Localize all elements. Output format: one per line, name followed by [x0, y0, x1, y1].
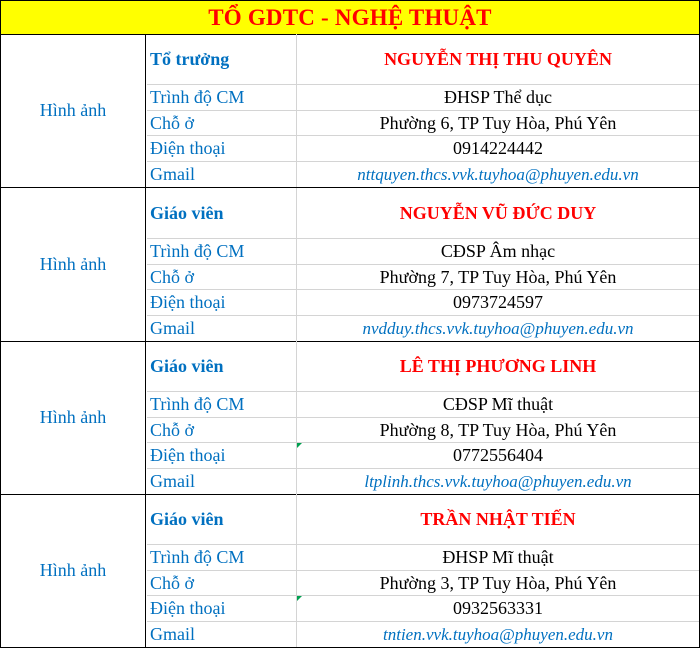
address-label: Chỗ ở — [150, 419, 195, 440]
photo-placeholder: Hình ảnh — [1, 34, 146, 187]
sheet-title: TỔ GDTC - NGHỆ THUẬT — [0, 0, 700, 35]
degree-value: ĐHSP Mĩ thuật — [442, 547, 554, 567]
degree-label: Trình độ CM — [150, 241, 245, 261]
member-block — [0, 188, 700, 342]
email-link[interactable]: ltplinh.thcs.vvk.tuyhoa@phuyen.edu.vn — [364, 471, 632, 491]
address-row — [147, 265, 699, 290]
email-row — [147, 469, 699, 494]
address-value: Phường 3, TP Tuy Hòa, Phú Yên — [379, 572, 617, 593]
photo-placeholder: Hình ảnh — [1, 341, 146, 494]
member-block — [0, 34, 700, 188]
degree-value: ĐHSP Thể dục — [444, 87, 552, 107]
phone-value: 0914224442 — [453, 138, 543, 158]
role-row — [147, 494, 699, 545]
member-block — [0, 341, 700, 495]
photo-placeholder: Hình ảnh — [1, 494, 146, 647]
degree-value: CĐSP Mĩ thuật — [442, 394, 554, 414]
role-label: Giáo viên — [150, 355, 224, 376]
address-row — [147, 571, 699, 596]
degree-label: Trình độ CM — [150, 547, 245, 567]
phone-row — [147, 290, 699, 316]
email-link[interactable]: nvdduy.thcs.vvk.tuyhoa@phuyen.edu.vn — [362, 318, 634, 338]
role-row — [147, 341, 699, 392]
phone-label: Điện thoại — [150, 292, 226, 312]
member-block — [0, 494, 700, 648]
degree-row — [147, 239, 699, 265]
role-label: Giáo viên — [150, 508, 224, 529]
address-value: Phường 8, TP Tuy Hòa, Phú Yên — [379, 419, 617, 440]
email-label: Gmail — [150, 164, 195, 184]
email-label: Gmail — [150, 318, 195, 338]
role-label: Tổ trưởng — [150, 48, 230, 69]
phone-row — [147, 596, 699, 622]
address-label: Chỗ ở — [150, 266, 195, 287]
member-name: NGUYỄN THỊ THU QUYÊN — [384, 48, 612, 69]
degree-row — [147, 545, 699, 571]
address-row — [147, 418, 699, 443]
role-row — [147, 34, 699, 85]
member-name: LÊ THỊ PHƯƠNG LINH — [399, 355, 597, 376]
address-row — [147, 111, 699, 136]
address-label: Chỗ ở — [150, 112, 195, 133]
phone-row — [147, 443, 699, 469]
email-row — [147, 622, 699, 647]
degree-row — [147, 85, 699, 111]
role-row — [147, 188, 699, 239]
address-value: Phường 7, TP Tuy Hòa, Phú Yên — [379, 266, 617, 287]
email-label: Gmail — [150, 624, 195, 644]
email-link[interactable]: nttquyen.thcs.vvk.tuyhoa@phuyen.edu.vn — [357, 164, 639, 184]
phone-label: Điện thoại — [150, 138, 226, 158]
email-label: Gmail — [150, 471, 195, 491]
member-name: TRẦN NHẬT TIẾN — [420, 508, 576, 529]
address-value: Phường 6, TP Tuy Hòa, Phú Yên — [379, 112, 617, 133]
degree-value: CĐSP Âm nhạc — [440, 241, 556, 261]
phone-label: Điện thoại — [150, 445, 226, 465]
degree-row — [147, 392, 699, 418]
email-row — [147, 162, 699, 187]
email-row — [147, 316, 699, 341]
degree-label: Trình độ CM — [150, 87, 245, 107]
degree-label: Trình độ CM — [150, 394, 245, 414]
phone-row — [147, 136, 699, 162]
phone-value: 0772556404 — [453, 445, 543, 465]
phone-value: 0932563331 — [453, 598, 543, 618]
member-name: NGUYỄN VŨ ĐỨC DUY — [399, 202, 597, 223]
phone-value: 0973724597 — [453, 292, 543, 312]
role-label: Giáo viên — [150, 202, 224, 223]
address-label: Chỗ ở — [150, 572, 195, 593]
photo-placeholder: Hình ảnh — [1, 188, 146, 341]
phone-label: Điện thoại — [150, 598, 226, 618]
email-link[interactable]: tntien.vvk.tuyhoa@phuyen.edu.vn — [383, 624, 613, 644]
